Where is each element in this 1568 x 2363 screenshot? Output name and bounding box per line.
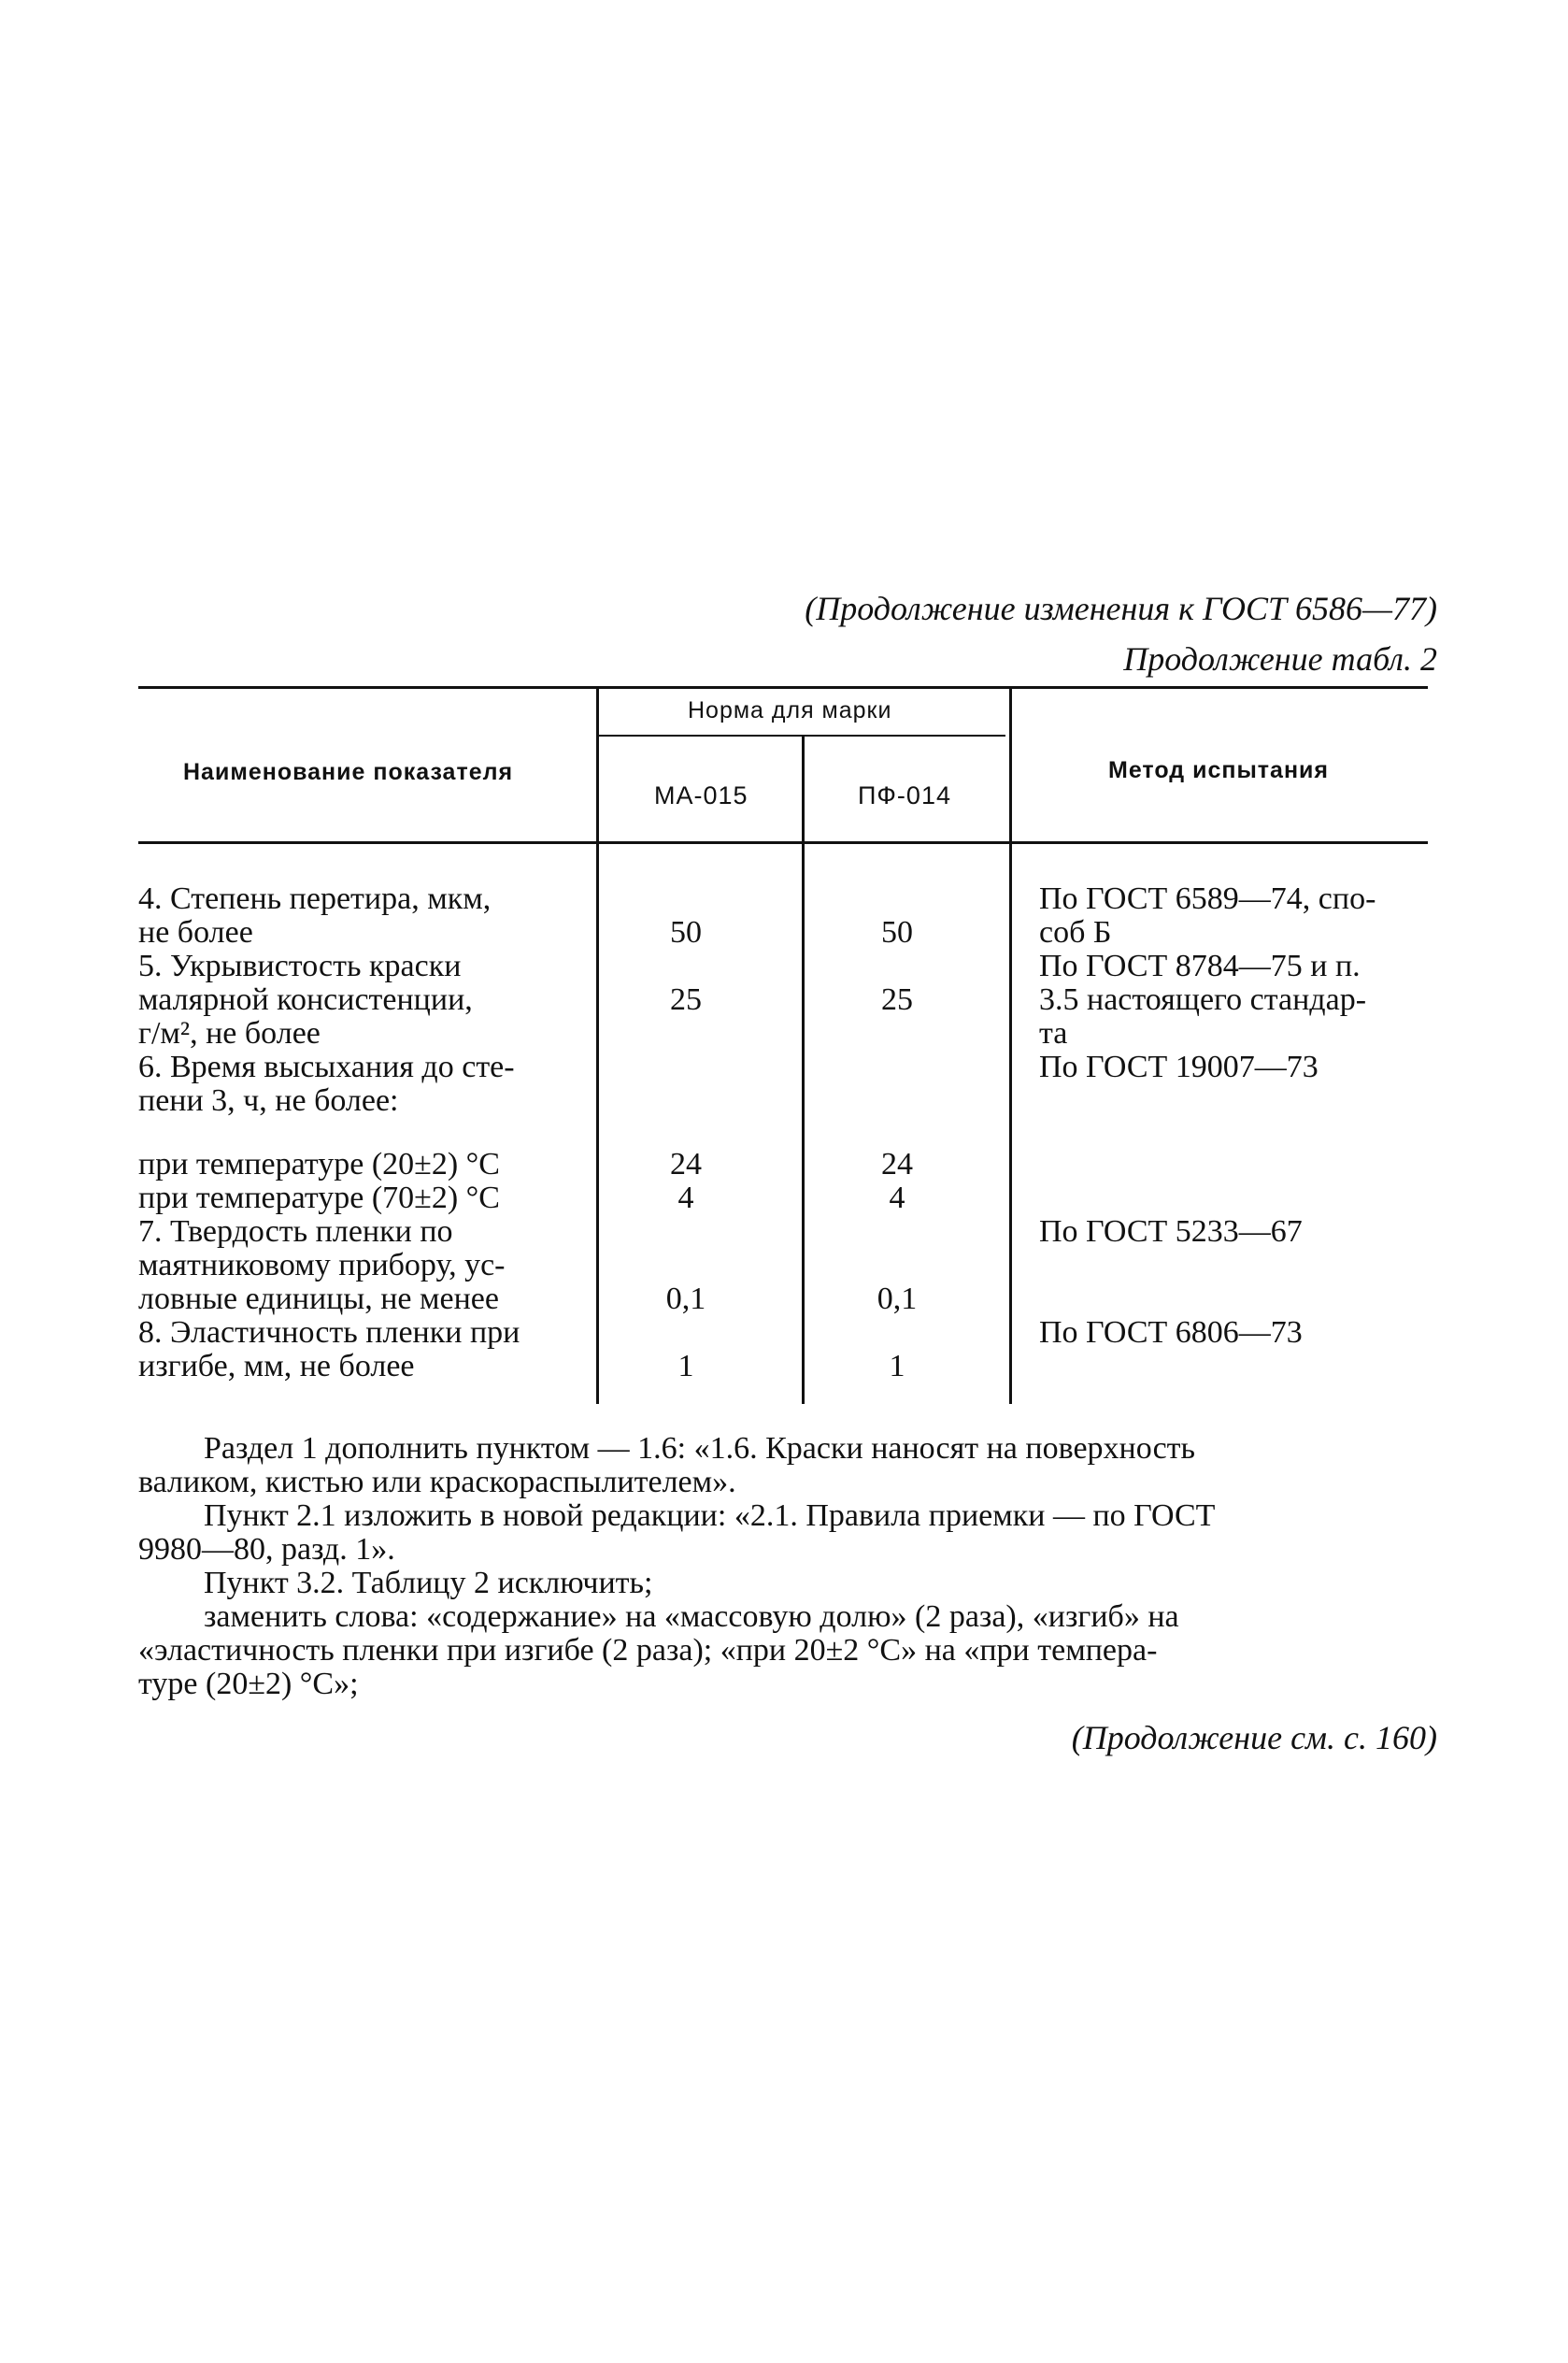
value-ma015: 1 [677, 1349, 694, 1383]
table-continuation-label: Продолжение табл. 2 [1123, 640, 1437, 678]
name-line: при температуре (20±2) °С [138, 1147, 500, 1182]
body-paragraph: «эластичность пленки при изгибе (2 раза); «при 20±2 °С» на «при темпера- [138, 1633, 1158, 1668]
header-bottom-rule [138, 841, 1428, 844]
method-line: По ГОСТ 19007—73 [1039, 1050, 1319, 1084]
value-ma015: 25 [670, 982, 702, 1017]
body-paragraph: Раздел 1 дополнить пунктом — 1.6: «1.6. Краски наносят на поверхность [204, 1431, 1196, 1466]
name-line: 5. Укрывистость краски [138, 949, 462, 983]
name-line: не более [138, 915, 253, 950]
name-line: ловные единицы, не менее [138, 1282, 499, 1316]
method-line: 3.5 настоящего стандар- [1039, 982, 1367, 1017]
name-line: 4. Степень перетира, мкм, [138, 881, 492, 916]
body-paragraph: туре (20±2) °С»; [138, 1667, 359, 1701]
table-top-rule [138, 686, 1428, 689]
value-ma015: 0,1 [665, 1282, 706, 1316]
body-paragraph: 9980—80, разд. 1». [138, 1532, 395, 1567]
col-divider-3 [1009, 688, 1012, 1404]
body-paragraph: Пункт 2.1 изложить в новой редакции: «2.1. Правила приемки — по ГОСТ [204, 1498, 1216, 1533]
name-line: пени 3, ч, не более: [138, 1083, 399, 1118]
name-line: при температуре (70±2) °С [138, 1181, 500, 1215]
value-pf014: 1 [889, 1349, 905, 1383]
value-pf014: 25 [881, 982, 913, 1017]
value-pf014: 24 [881, 1147, 913, 1182]
value-ma015: 50 [670, 915, 702, 950]
value-ma015: 4 [677, 1181, 694, 1215]
col-divider-1 [596, 688, 599, 1404]
method-line: та [1039, 1016, 1068, 1051]
name-line: малярной консистенции, [138, 982, 473, 1017]
col-header-method: Метод испытания [1108, 757, 1329, 783]
col-header-norm: Норма для марки [688, 697, 892, 723]
col-header-pf014: ПФ-014 [858, 781, 951, 809]
name-line: 6. Время высыхания до сте- [138, 1050, 515, 1084]
name-line: 8. Эластичность пленки при [138, 1315, 520, 1350]
method-line: По ГОСТ 8784—75 и п. [1039, 949, 1361, 983]
value-pf014: 0,1 [877, 1282, 918, 1316]
name-line: 7. Твердость пленки по [138, 1214, 453, 1249]
method-line: По ГОСТ 6806—73 [1039, 1315, 1303, 1350]
col-divider-2 [802, 735, 805, 1404]
name-line: г/м², не более [138, 1016, 321, 1051]
continuation-header: (Продолжение изменения к ГОСТ 6586—77) [805, 590, 1437, 627]
body-paragraph: валиком, кистью или краскораспылителем». [138, 1465, 736, 1499]
method-line: По ГОСТ 6589—74, спо- [1039, 881, 1376, 916]
col-header-name: Наименование показателя [183, 759, 514, 785]
name-line: изгибе, мм, не более [138, 1349, 415, 1383]
value-ma015: 24 [670, 1147, 702, 1182]
body-paragraph: Пункт 3.2. Таблицу 2 исключить; [204, 1566, 653, 1600]
continuation-footer: (Продолжение см. с. 160) [1071, 1719, 1437, 1756]
value-pf014: 4 [889, 1181, 905, 1215]
name-line: маятниковому прибору, ус- [138, 1248, 506, 1282]
method-line: По ГОСТ 5233—67 [1039, 1214, 1303, 1249]
method-line: соб Б [1039, 915, 1112, 950]
value-pf014: 50 [881, 915, 913, 950]
col-header-ma015: МА-015 [654, 781, 748, 809]
body-paragraph: заменить слова: «содержание» на «массовую долю» (2 раза), «изгиб» на [204, 1599, 1179, 1634]
